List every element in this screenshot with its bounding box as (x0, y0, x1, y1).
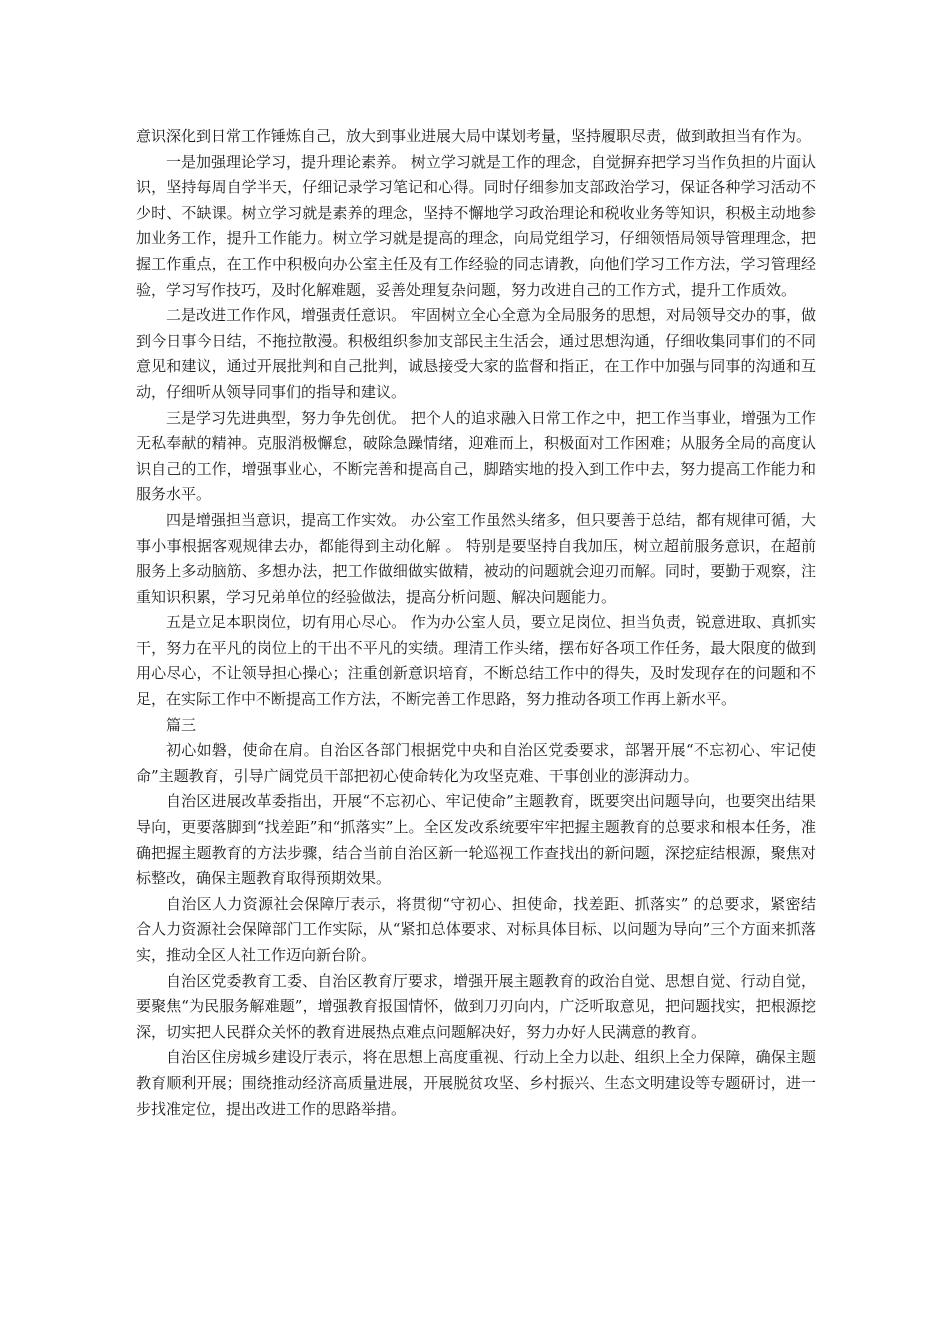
section-heading-part-three: 篇三 (166, 715, 197, 734)
paragraph-continuation: 意识深化到日常工作锤炼自己，放大到事业进展大局中谋划考量，坚持履职尽责，做到敢担当有作为。 (136, 127, 812, 145)
paragraph-post-duty: 五是立足本职岗位，切有用心尽心。 作为办公室人员，要立足岗位、担当负责，锐意进取、真抓实干，努力在平凡的岗位上的干出不平凡的实绩。理清工作头绪，摆布好各项工作任务，最大限度的做到用心尽心，不让领导担心操心；注重创新意识培育，不断总结工作中的得失，及时发现存在的问题和不足，在实际工作中不断提高工作方法，不断完善工作思路，努力推动各项工作再上新水平。 (136, 613, 816, 709)
document-page (136, 124, 816, 1122)
paragraph-education: 自治区党委教育工委、自治区教育厅要求，增强开展主题教育的政治自觉、思想自觉、行动自觉，要聚焦“为民服务解难题”，增强教育报国情怀，做到刀刃向内，广泛听取意见，把问题找实，把根源挖深，切实把人民群众关怀的教育进展热点难点问题解决好，努力办好人民满意的教育。 (136, 971, 816, 1041)
paragraph-development-reform: 自治区进展改革委指出，开展“不忘初心、牢记使命”主题教育，既要突出问题导向，也要突出结果导向，更要落脚到“找差距”和“抓落实”上。全区发改系统要牢牢把握主题教育的总要求和根本任务，准确把握主题教育的方法步骤，结合当前自治区新一轮巡视工作查找出的新问题，深挖症结根源，聚焦对标整改，确保主题教育取得预期效果。 (136, 792, 816, 888)
paragraph-responsibility: 四是增强担当意识，提高工作实效。 办公室工作虽然头绪多，但只要善于总结，都有规律可循，大事小事根据客观规律去办，都能得到主动化解 。 特别是要坚持自我加压，树立超前服务意识，在超前服务上多动脑筋、多想办法，把工作做细做实做精，被动的问题就会迎刃而解。同时，要勤于观察，注重知识积累，学习兄弟单位的经验做法，提高分析问题、解决问题能力。 (136, 510, 816, 606)
paragraph-human-resources: 自治区人力资源社会保障厅表示，将贯彻“守初心、担使命，找差距、抓落实” 的总要求，紧密结合人力资源社会保障部门工作实际，从“紧扣总体要求、对标具体目标、以问题为导向”三个方面来抓落实，推动全区人社工作迈向新台阶。 (136, 894, 816, 964)
paragraph-original-aspiration: 初心如磐，使命在肩。自治区各部门根据党中央和自治区党委要求，部署开展“不忘初心、牢记使命”主题教育，引导广阔党员干部把初心使命转化为攻坚克难、干事创业的澎湃动力。 (136, 741, 816, 785)
paragraph-theory-study: 一是加强理论学习，提升理论素养。 树立学习就是工作的理念，自觉摒弃把学习当作负担的片面认识，坚持每周自学半天，仔细记录学习笔记和心得。同时仔细参加支部政治学习，保证各种学习活动不少时、不缺课。树立学习就是素养的理念，坚持不懈地学习政治理论和税收业务等知识，积极主动地参加业务工作，提升工作能力。树立学习就是提高的理念，向局党组学习，仔细领悟局领导管理理念，把握工作重点，在工作中积极向办公室主任及有工作经验的同志请教，向他们学习工作方法，学习管理经验，学习写作技巧，及时化解难题，妥善处理复杂问题，努力改进自己的工作方式，提升工作质效。 (136, 152, 816, 299)
paragraph-work-style: 二是改进工作作风，增强责任意识。 牢固树立全心全意为全局服务的思想，对局领导交办的事，做到今日事今日结，不拖拉散漫。积极组织参加支部民主生活会，通过思想沟通，仔细收集同事们的不同意见和建议，通过开展批判和自己批判，诚恳接受大家的监督和指正，在工作中加强与同事的沟通和互动，仔细听从领导同事们的指导和建议。 (136, 306, 816, 401)
paragraph-advanced-models: 三是学习先进典型，努力争先创优。 把个人的追求融入日常工作之中，把工作当事业，增强为工作无私奉献的精神。克服消极懈怠，破除急躁情绪，迎难而上，积极面对工作困难；从服务全局的高度认识自己的工作，增强事业心，不断完善和提高自己，脚踏实地的投入到工作中去，努力提高工作能力和服务水平。 (136, 408, 816, 504)
paragraph-housing: 自治区住房城乡建设厅表示，将在思想上高度重视、行动上全力以赴、组织上全力保障，确保主题教育顺利开展；围绕推动经济高质量进展，开展脱贫攻坚、乡村振兴、生态文明建设等专题研讨，进一步找准定位，提出改进工作的思路举措。 (136, 1048, 816, 1118)
